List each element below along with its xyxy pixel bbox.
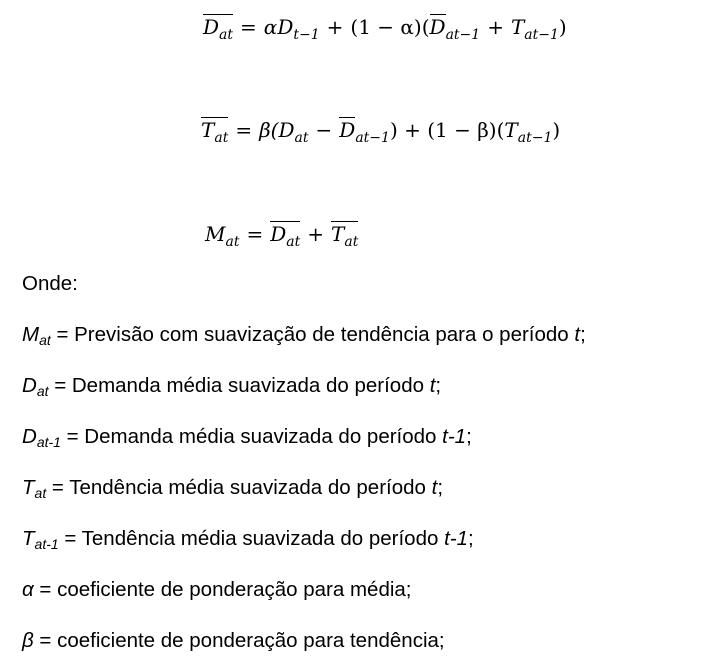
eq3-d-subscript: at (286, 234, 301, 250)
definition-item (22, 323, 586, 347)
definition-end: ; (437, 476, 444, 499)
eq1-close-paren: ) (558, 15, 567, 39)
eq2-lhs-symbol: T (201, 118, 215, 142)
plus-sign: + (307, 222, 325, 246)
definition-subscript: at (36, 383, 49, 399)
definition-item (22, 578, 412, 602)
alpha-symbol: α (263, 15, 278, 39)
definition-item (22, 476, 443, 500)
definition-symbol: T (22, 527, 35, 550)
definition-text: = coeficiente de ponderação para tendência; (33, 629, 445, 652)
eq1-one-minus-alpha: (1 − α)( (350, 15, 430, 39)
eq2-dbar-subscript: at−1 (355, 130, 390, 146)
definition-end: ; (468, 527, 474, 550)
eq2-t-symbol: T (504, 118, 518, 142)
eq1-lhs-subscript: at (219, 27, 234, 43)
dat-overline-term (203, 14, 234, 43)
definition-variable: t (429, 374, 436, 397)
definition-variable: t-1 (442, 425, 467, 448)
eq3-dat-overline-term (270, 221, 301, 250)
eq3-tat-overline-term (331, 221, 359, 250)
definition-text: = coeficiente de ponderação para média; (33, 578, 412, 601)
eq2-close-paren: ) (552, 118, 561, 142)
eq1-dbar-term (430, 14, 446, 38)
definition-item (22, 374, 441, 398)
eq1-d-subscript: t−1 (293, 27, 320, 43)
tat-overline-term (201, 117, 229, 146)
definition-subscript: at (34, 485, 47, 501)
eq1-d-symbol: D (277, 15, 294, 39)
definition-end: ; (580, 323, 586, 346)
definition-subscript: at (39, 332, 51, 348)
definition-variable: t (431, 476, 438, 499)
definition-text: = Demanda média suavizada do período (60, 425, 443, 448)
eq3-lhs-symbol: M (205, 222, 226, 246)
eq1-t-symbol: T (510, 15, 525, 39)
definition-text: = Previsão com suavização de tendência para o período (50, 323, 575, 346)
plus-sign: + (487, 15, 504, 39)
definition-variable: t (574, 323, 581, 346)
plus-sign: + (326, 15, 344, 39)
equals-sign: = (240, 15, 257, 39)
minus-sign: − (315, 118, 333, 142)
eq3-d-symbol: D (270, 222, 287, 246)
eq2-lhs-subscript: at (214, 130, 229, 146)
definition-variable: t-1 (444, 527, 468, 550)
beta-open: β( (259, 118, 279, 142)
eq2-dbar-term (339, 117, 355, 141)
definition-item (22, 629, 445, 653)
eq3-lhs-subscript: at (225, 234, 240, 250)
eq2-dbar-symbol: D (339, 118, 356, 142)
eq1-dbar-subscript: at−1 (445, 27, 481, 43)
definition-item (22, 425, 472, 449)
definition-symbol: T (22, 476, 35, 499)
eq3-t-subscript: at (344, 234, 359, 250)
definition-symbol: D (22, 374, 37, 397)
eq1-dbar-symbol: D (429, 15, 446, 39)
definition-subscript: at-1 (36, 434, 61, 450)
definition-subscript: at-1 (34, 536, 59, 552)
eq1-lhs-symbol: D (203, 15, 220, 39)
definition-symbol: β (22, 629, 34, 652)
eq2-d-symbol: D (278, 118, 295, 142)
definition-text: = Tendência média suavizada do período (58, 527, 445, 550)
definition-symbol: α (22, 578, 34, 601)
definition-item (22, 527, 474, 551)
equals-sign: = (235, 118, 253, 142)
equals-sign: = (246, 222, 264, 246)
eq1-t-subscript: at−1 (524, 27, 559, 43)
definition-text: = Demanda média suavizada do período (48, 374, 430, 397)
definition-symbol: M (22, 323, 40, 346)
definitions-heading: Onde: (22, 272, 78, 295)
equation-smoothed-trend (201, 117, 561, 146)
equation-smoothed-demand (203, 14, 567, 43)
eq2-t-subscript: at−1 (517, 130, 553, 146)
definition-symbol: D (22, 425, 37, 448)
eq2-d-subscript: at (294, 130, 309, 146)
equation-forecast (205, 221, 359, 250)
eq2-middle: ) + (1 − β)( (389, 118, 505, 142)
definition-text: = Tendência média suavizada do período (46, 476, 432, 499)
eq3-t-symbol: T (331, 222, 345, 246)
definition-end: ; (435, 374, 442, 397)
definition-end: ; (466, 425, 472, 448)
